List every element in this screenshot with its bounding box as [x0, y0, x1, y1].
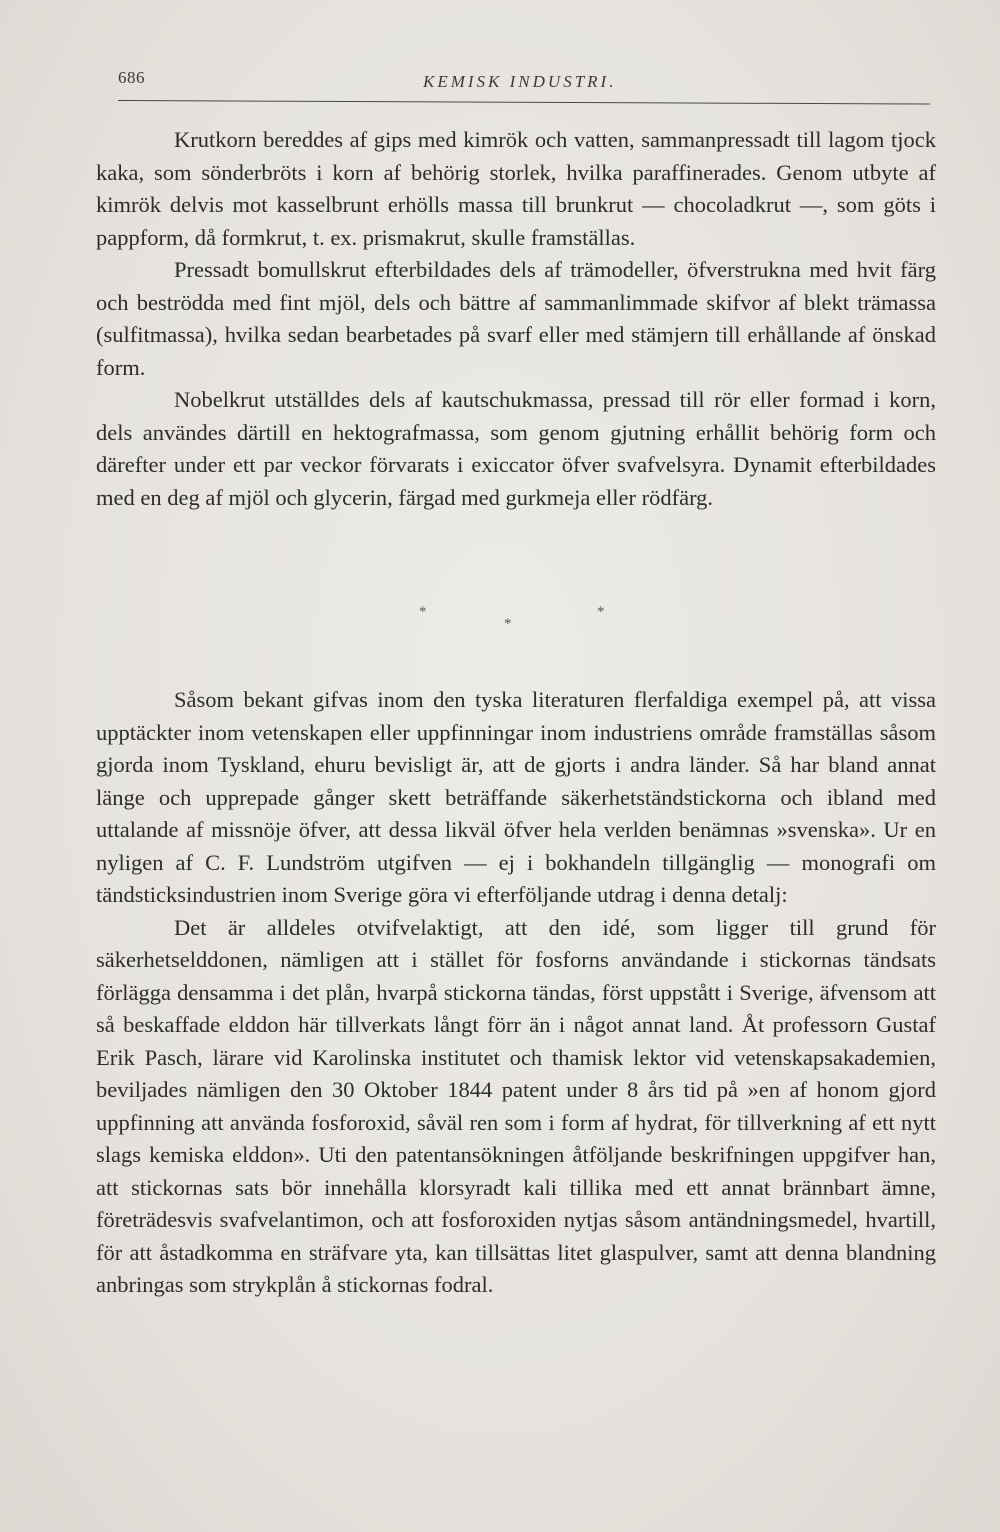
- paragraph-det-ar-alldeles: Det är alldeles otvifvelaktigt, att den idé, som ligger till grund för säkerhetselddonen, nämligen att i stället för fosforns användande i stickornas tändsats förlägga densamma i det plån, hvarpå stickorna tändas, först uppstått i Sverige, äfvensom att så beskaffade elddon här tillverkats långt förr än i något annat land. Åt professorn Gustaf Erik Pasch, lärare vid Karolinska institutet och thamisk lektor vid vetenskapsakademien, beviljades nämligen den 30 Oktober 1844 patent under 8 års tid på »en af honom gjord uppfinning att använda fosforoxid, såväl ren som i form af hydrat, för tillverkning af ett nytt slags kemiska elddon». Uti den patentansökningen åtföljande beskrifningen uppgifver han, att stickornas sats bör innehålla klorsyradt kali tillika med ett annat brännbart ämne, företrädesvis svafvelantimon, och att fosforoxiden nytjas såsom antändningsmedel, hvartill, för att åstadkomma en sträfvare yta, kan tillsättas litet glaspulver, samt att denna blandning anbringas som strykplån å stickornas fodral.: [96, 914, 936, 1297]
- paragraph-krutkorn: Krutkorn bereddes af gips med kimrök och vatten, sammanpressadt till lagom tjock kaka, som sönderbröts i korn af behörig storlek, hvilka paraffinerades. Genom utbyte af kimrök delvis mot kasselbrunt erhölls massa till brunkrut — chocoladkrut —, som göts i pappform, då formkrut, t. ex. prismakrut, skulle framställas.: [96, 127, 936, 250]
- separator-asterisk: *: [597, 604, 605, 620]
- section-separator: [0, 598, 1000, 638]
- paragraph-bomullskrut: Pressadt bomullskrut efterbildades dels af trämodeller, öfverstrukna med hvit färg och beströdda med fint mjöl, dels och bättre af sammanlimmade skifvor af blekt trämassa (sulfitmassa), hvilka sedan bearbetades på svarf eller med stämjern till erhållande af önskad form.: [96, 257, 936, 380]
- page-header: [118, 62, 938, 102]
- paragraph-sasom-bekant: Såsom bekant gifvas inom den tyska literaturen flerfaldiga exempel på, att vissa upptäckter inom vetenskapen eller uppfinningar inom industriens område framställas såsom gjorda inom Tyskland, ehuru bevisligt är, att de gjorts i andra länder. Så har bland annat länge och upprepade gånger skett beträffande säkerhetständstickorna och ibland med uttalande af missnöje öfver, att dessa likväl öfver hela verlden benämnas »svenska». Ur en nyligen af C. F. Lundström utgifven — ej i bokhandeln tillgänglig — monografi om tändsticksindustrien inom Sverige göra vi efterföljande utdrag i denna detalj:: [96, 687, 936, 907]
- running-head: KEMISK INDUSTRI.: [423, 72, 617, 91]
- header-rule: [118, 100, 930, 105]
- separator-asterisk: *: [504, 616, 512, 632]
- text-block-bottom: [96, 684, 936, 1302]
- paragraph-nobelkrut: Nobelkrut utställdes dels af kautschukmassa, pressad till rör eller formad i korn, dels användes därtill en hektografmassa, som genom gjutning erhållit behörig form och därefter under ett par veckor förvarats i exiccator öfver svafvelsyra. Dynamit efterbildades med en deg af mjöl och glycerin, färgad med gurkmeja eller rödfärg.: [96, 387, 936, 510]
- text-block-top: [96, 124, 936, 514]
- page-number: 686: [118, 68, 145, 87]
- separator-asterisk: *: [419, 604, 427, 620]
